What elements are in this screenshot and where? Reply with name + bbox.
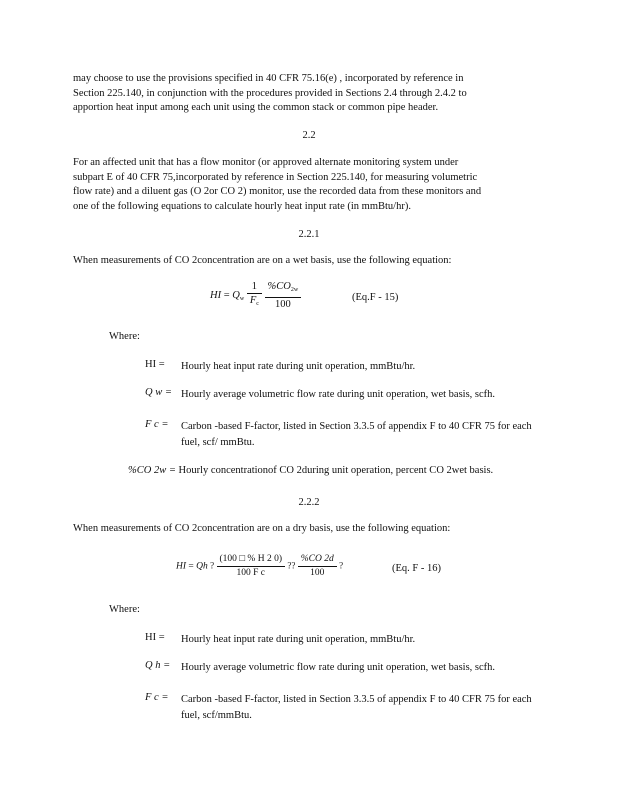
definition-text: Hourly heat input rate during unit operation, mmBtu/hr. — [181, 634, 416, 645]
bracket-glyph: ? — [291, 560, 296, 571]
definition-symbol: %CO 2w = — [128, 465, 176, 476]
eq-equals: = — [223, 289, 230, 301]
intro-line: may choose to use the provisions specified in 40 CFR 75.16(e) , incorporated by reference in — [73, 73, 464, 84]
frac-denominator: 100 — [275, 299, 291, 310]
frac-numerator: %CO — [267, 281, 291, 292]
section-2-2-paragraph — [73, 156, 535, 214]
eq-q: Q — [232, 289, 240, 301]
paragraph-line: For an affected unit that has a flow monitor (or approved alternate monitoring system under — [73, 157, 459, 168]
paragraph-line: subpart E of 40 CFR 75,incorporated by reference in Section 225.140, for measuring volumetric — [73, 171, 478, 183]
equation-f15 — [210, 280, 301, 311]
where-label: Where: — [109, 604, 140, 615]
intro-line: Section 225.140, in conjunction with the procedures provided in Sections 2.4 through 2.4.2 to — [73, 87, 467, 99]
bracket-glyph: ? — [210, 560, 215, 571]
definition-symbol: F c = — [145, 692, 169, 703]
eq-fraction-2 — [265, 280, 302, 311]
definition-text: Hourly average volumetric flow rate during unit operation, wet basis, scfh. — [181, 389, 496, 400]
frac-denominator: 100 — [310, 568, 325, 578]
intro-line: apportion heat input among each unit using the common stack or common pipe header. — [73, 102, 439, 113]
equation-label-f16: (Eq. F - 16) — [392, 563, 441, 574]
eq-fraction-1 — [217, 553, 285, 580]
frac-denominator-sub: c — [256, 301, 259, 307]
eq-lhs: HI — [176, 561, 187, 572]
section-heading-2-2-1: 2.2.1 — [298, 229, 320, 240]
definition-text: Carbon -based F-factor, listed in Section 3.3.5 of appendix F to 40 CFR 75 for each fuel, scf/ mmBtu. — [181, 421, 532, 448]
dry-basis-lead: When measurements of CO 2concentration are on a dry basis, use the following equation: — [73, 523, 451, 534]
eq-fraction-1 — [247, 280, 262, 311]
definition-symbol: F c = — [145, 419, 169, 430]
eq-equals: = — [188, 561, 194, 572]
section-heading-2-2-2: 2.2.2 — [298, 497, 320, 508]
where-label: Where: — [109, 331, 140, 342]
eq-lhs: HI — [210, 289, 222, 301]
paragraph-line: flow rate) and a diluent gas (O 2or CO 2) monitor, use the recorded data from these monitors and — [73, 186, 482, 197]
wet-basis-lead: When measurements of CO 2concentration are on a wet basis, use the following equation: — [73, 255, 452, 266]
definition-symbol: Q w = — [145, 387, 172, 398]
frac-denominator: 100 F c — [236, 568, 265, 578]
equation-label-f15: (Eq.F - 15) — [352, 292, 399, 303]
frac-numerator-sub: 2w — [290, 287, 299, 293]
section-heading-2-2: 2.2 — [302, 130, 316, 141]
paragraph-line: one of the following equations to calculate hourly heat input rate (in mmBtu/hr). — [73, 200, 411, 212]
definition-text: Hourly heat input rate during unit operation, mmBtu/hr. — [181, 361, 416, 372]
definition-symbol: Q h = — [145, 660, 171, 671]
bracket-glyph: ? — [287, 560, 292, 571]
definition-symbol: HI = — [145, 632, 165, 643]
frac-numerator: %CO 2d — [298, 553, 337, 567]
definition-text: Carbon -based F-factor, listed in Section 3.3.5 of appendix F to 40 CFR 75 for each fuel, scf/mmBtu. — [181, 694, 532, 721]
frac-denominator: F — [249, 295, 257, 306]
eq-q-sub: w — [239, 295, 245, 302]
frac-numerator: (100 □ % H 2 0) — [217, 553, 285, 567]
frac-numerator: 1 — [247, 280, 262, 294]
definition-text: Hourly concentrationof CO 2during unit operation, percent CO 2wet basis. — [178, 465, 494, 476]
intro-paragraph — [73, 72, 535, 116]
equation-f16 — [176, 553, 343, 580]
definition-symbol: HI = — [145, 359, 165, 370]
eq-fraction-2 — [298, 553, 337, 580]
bracket-glyph: ? — [339, 560, 344, 571]
eq-q: Qh — [196, 561, 208, 572]
definition-text: Hourly average volumetric flow rate during unit operation, wet basis, scfh. — [181, 662, 496, 673]
definition-co2w — [128, 465, 493, 476]
